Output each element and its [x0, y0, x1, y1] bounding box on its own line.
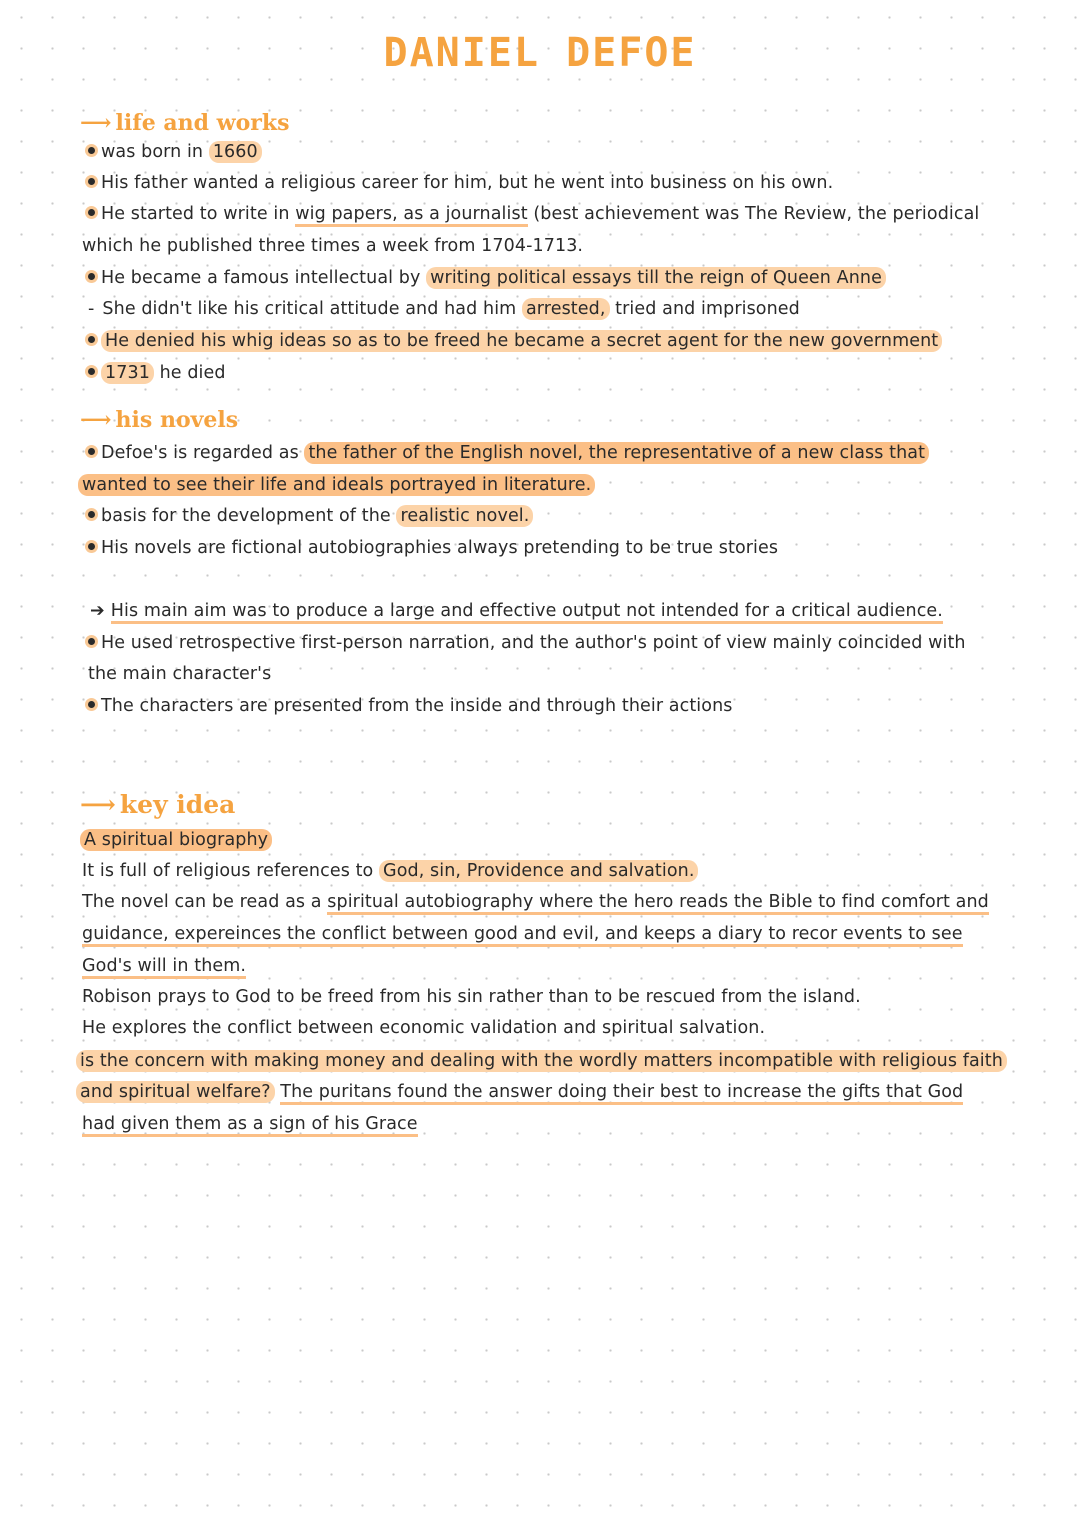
- page-title: DANIEL DEFOE: [383, 30, 697, 76]
- arrow-icon: ⟶: [80, 790, 116, 819]
- key-line-full: It is full of religious references to God, sin, Providence and salvation.: [82, 856, 698, 886]
- key-line-guidance: guidance, expereinces the conflict between good and evil, and keeps a diary to recor events to see: [82, 919, 963, 949]
- novels-line-regarded: Defoe's is regarded as the father of the English novel, the representative of a new class that: [82, 438, 929, 468]
- bullet-icon: [88, 336, 95, 343]
- key-line-robison: Robison prays to God to be freed from his sin rather than to be rescued from the island.: [82, 987, 861, 1007]
- section-heading-life-and-works: ⟶ life and works: [80, 110, 290, 136]
- bullet-icon: [88, 638, 95, 645]
- bullet-icon: [88, 701, 95, 708]
- novels-line-main-character: the main character's: [88, 664, 272, 684]
- key-line-grace: had given them as a sign of his Grace: [82, 1109, 418, 1139]
- life-line-born: was born in 1660: [82, 137, 262, 167]
- life-line-father: His father wanted a religious career for him, but he went into business on his own.: [82, 168, 833, 198]
- bullet-icon: [88, 209, 95, 216]
- bullet-icon: [88, 147, 95, 154]
- key-line-subtitle: A spiritual biography: [80, 825, 272, 855]
- key-line-concern: is the concern with making money and dealing with the wordly matters incompatible with religious faith: [76, 1046, 1007, 1076]
- arrow-icon: ⟶: [80, 110, 112, 136]
- key-line-welfare: and spiritual welfare? The puritans found the answer doing their best to increase the gifts that God: [76, 1077, 963, 1107]
- life-line-she: - She didn't like his critical attitude and had him arrested, tried and imprisoned: [88, 299, 800, 319]
- bullet-icon: [88, 178, 95, 185]
- key-line-explores: He explores the conflict between economic validation and spiritual salvation.: [82, 1018, 766, 1038]
- bullet-icon: [88, 543, 95, 550]
- novels-line-basis: basis for the development of the realistic novel.: [82, 501, 533, 531]
- bullet-icon: [88, 368, 95, 375]
- bullet-icon: [88, 273, 95, 280]
- arrow-icon: ⟶: [80, 407, 112, 433]
- dash-icon: -: [88, 299, 95, 319]
- novels-line-fictional: His novels are fictional autobiographies always pretending to be true stories: [82, 533, 778, 563]
- section-heading-key-idea: ⟶ key idea: [80, 790, 236, 819]
- bullet-icon: [88, 448, 95, 455]
- bullet-icon: [88, 511, 95, 518]
- novels-line-characters: The characters are presented from the inside and through their actions: [82, 691, 733, 721]
- key-line-gods-will: God's will in them.: [82, 951, 246, 981]
- novels-line-retro: He used retrospective first-person narration, and the author's point of view mainly coincided with: [82, 628, 966, 658]
- key-line-novel: The novel can be read as a spiritual autobiography where the hero reads the Bible to find comfort and: [82, 887, 989, 917]
- life-line-denied: He denied his whig ideas so as to be freed he became a secret agent for the new government: [82, 326, 942, 356]
- right-arrow-icon: ➔: [90, 601, 105, 621]
- novels-line-wanted: wanted to see their life and ideals portrayed in literature.: [78, 470, 595, 500]
- life-line-became: He became a famous intellectual by writing political essays till the reign of Queen Anne: [82, 263, 886, 293]
- section-heading-his-novels: ⟶ his novels: [80, 407, 239, 433]
- novels-line-aim: ➔ His main aim was to produce a large and effective output not intended for a critical audience.: [82, 596, 943, 626]
- life-line-died: 1731 he died: [82, 358, 226, 388]
- life-line-published: which he published three times a week from 1704-1713.: [82, 236, 584, 256]
- life-line-started: He started to write in wig papers, as a journalist (best achievement was The Review, the periodical: [82, 199, 979, 229]
